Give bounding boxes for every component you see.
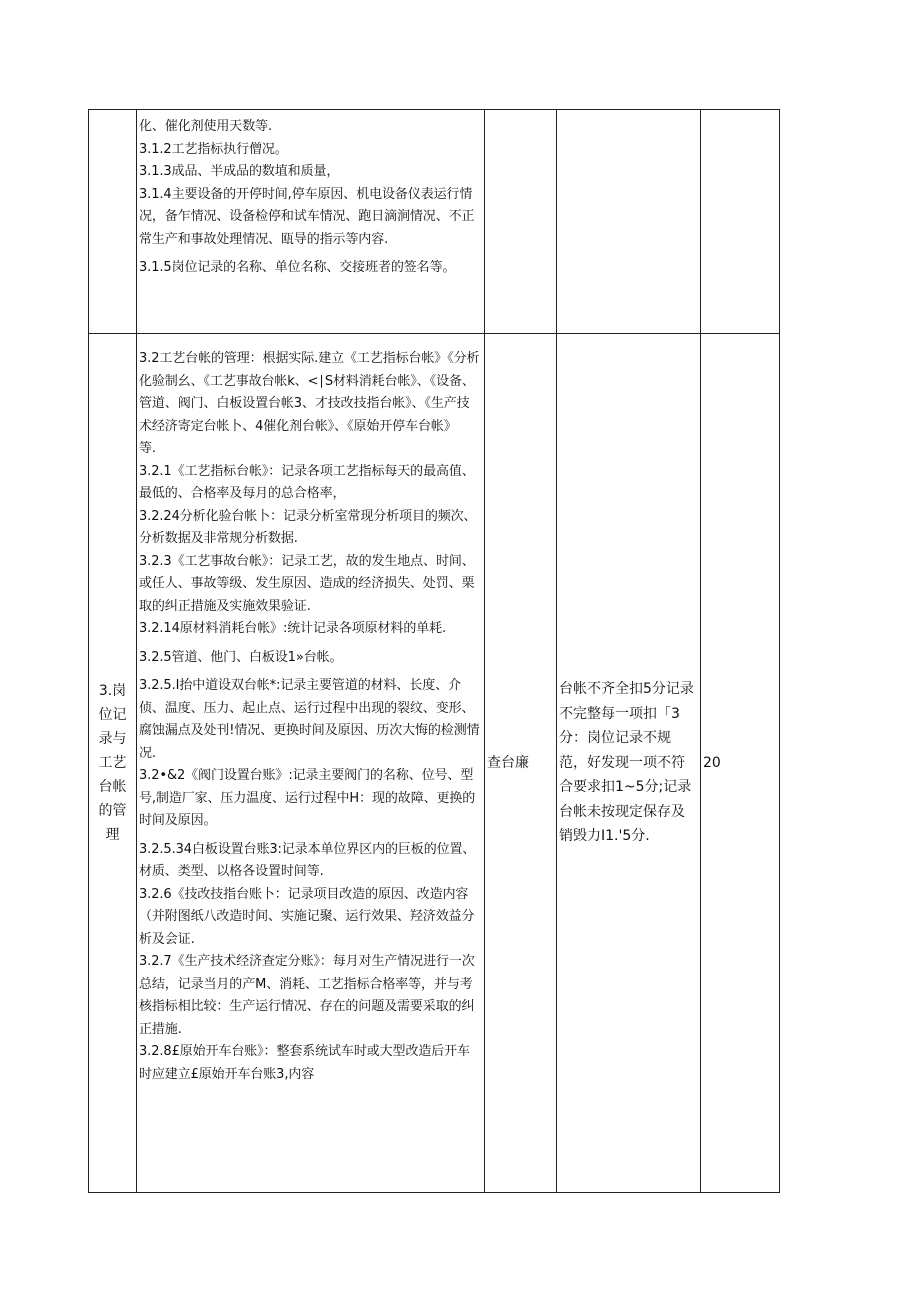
score-cell <box>701 110 780 334</box>
content-line: 3.1.3成品、半成品的数埴和质量， <box>139 164 340 179</box>
content-line: 3.1.4主要设备的开停时间,停车原因、机电设备仪表运行情况，备乍情况、设备检停和试车情况、跑日滴涧情况、不正常生产和事故处理情况、瓯导的指示等内容. <box>139 186 475 247</box>
criteria-text: 台帐不齐全扣5分记录不完整每一项扣「3分：岗位记录不规范，好发现一项不符合要求扣1~5分;记录台帐未按现定保存及销毁力I1.'5分. <box>559 681 694 845</box>
content-line: 3.2.6《技改技指台账卜：记录项目改造的原因、改造内容（并附图纸八改造时间、实施记聚、运行效果、羟济效益分析及会证. <box>139 886 475 947</box>
assessment-table <box>88 109 780 1193</box>
content-line: 3.2.5.I抬中道设双台帐*:记录主要管道的材料、长度、介侦、温度、压力、起止点、运行过程中出现的裂纹、变形、腐蚀漏点及处刊!情况、更换时间及原因、历次大悔的检测情况. <box>139 678 480 761</box>
content-cell <box>137 110 485 334</box>
content-line: 3.2工艺台帐的管理：根据实际.建立《工艺指标台帐》《分析化验制幺、《工艺事故台帐k、<∣S材料消耗台帐》、《设备、管道、阀门、白板设置台帐3、才技改技指台帐》、《生产技术经济寄定台帐卜、4催化剂台帐》、《原始开停车台帐》 <box>139 351 480 434</box>
table-row <box>89 334 780 1193</box>
method-label: 查台廉 <box>487 755 529 771</box>
content-line: 3.2.7《生产技术经济查定分账》：每月对生产情况进行一次总结，记录当月的产M、消耗、工艺指标合格率等，并与考核指标相比较：生产运行情况、存在的问题及需要采取的纠正措施. <box>139 954 475 1037</box>
method-cell <box>485 334 557 1193</box>
table-row <box>89 110 780 334</box>
content-line: 3.1.5岗位记录的名称、单位名称、交接班者的签名等。 <box>139 260 456 275</box>
content-line: 3.2.24分析化验台帐卜：记录分析室常现分析项目的频次、分析数据及非常规分析数据. <box>139 508 477 546</box>
content-line: 3.2.3《工艺事故台帐》：记录工艺，故的发生地点、时间、或任人、事故等级、发生原因、造成的经济损失、处罚、栗取的纠正措施及实施效果验证. <box>139 553 475 614</box>
score-value: 20 <box>703 755 721 771</box>
content-line: 等. <box>139 441 156 456</box>
content-line: 化、催化剂使用天数等. <box>139 119 273 134</box>
content-line: 3.2.5.34白板设置台账3:记录本单位界区内的巨板的位置、材质、类型、以格各设置时间等. <box>139 841 476 879</box>
content-cell <box>137 334 485 1193</box>
content-line: 3.2.5管道、他门、白板设1»台帐。 <box>139 649 343 665</box>
category-cell <box>89 110 137 334</box>
content-line: 3.2.8£原始开车台账》：整套系统试车时或大型改造后开车时应建立£原始开车台账3,内容 <box>139 1044 470 1082</box>
criteria-cell <box>557 110 701 334</box>
content-line: 3.2.1《工艺指标台帐》：记录各项工艺指标每天的最高值、最低的、合格率及每月的总合格率， <box>139 463 475 501</box>
method-cell <box>485 110 557 334</box>
content-line: 3.2•&2《阀门设置台账》:记录主要阀门的名称、位号、型号,制造厂家、压力温度、运行过程中H：现的故障、更换的时间及原因。 <box>139 768 476 828</box>
content-line: 3.1.2工艺指标执行僧况。 <box>139 141 288 157</box>
criteria-cell <box>557 334 701 1193</box>
score-cell <box>701 334 780 1193</box>
category-label: 3.岗位记录与工艺台帐的管理 <box>98 683 127 843</box>
category-cell <box>89 334 137 1193</box>
content-line: 3.2.14原材料消耗台帐》:统计记录各项原材料的单耗. <box>139 621 447 636</box>
